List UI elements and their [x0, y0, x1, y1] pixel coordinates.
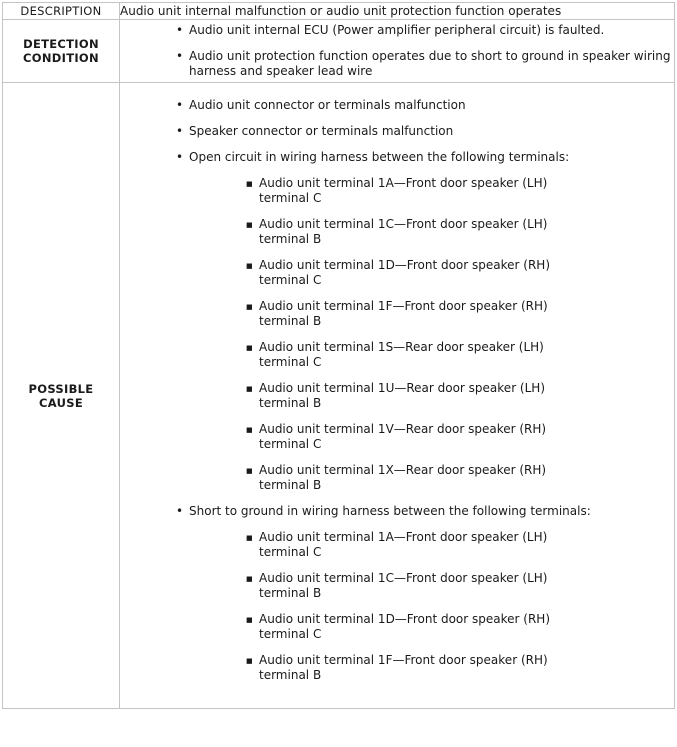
- detection-row: [3, 20, 675, 83]
- terminal-item: ■ Audio unit terminal 1X—Rear door speaker (RH) terminal B: [189, 463, 579, 493]
- cause-list: [120, 98, 674, 683]
- terminal-item: ■ Audio unit terminal 1D—Front door speaker (RH) terminal C: [189, 612, 579, 642]
- open-circuit-heading: Open circuit in wiring harness between the following terminals:: [189, 149, 570, 164]
- detection-label: [3, 20, 120, 83]
- diagnostic-table: [2, 2, 675, 709]
- terminal-item: ■ Audio unit terminal 1S—Rear door speaker (LH) terminal C: [189, 340, 579, 370]
- detection-content: [120, 20, 675, 83]
- terminal-item: ■ Audio unit terminal 1V—Rear door speaker (RH) terminal C: [189, 422, 579, 452]
- cause-content: [120, 83, 675, 709]
- cause-label: [3, 83, 120, 709]
- terminal-item: ■ Audio unit terminal 1F—Front door speaker (RH) terminal B: [189, 653, 579, 683]
- detection-list: [120, 23, 674, 79]
- detection-label-line1: DETECTION: [23, 37, 99, 51]
- open-circuit-terminal-list: [189, 176, 674, 493]
- terminal-item: ■ Audio unit terminal 1C—Front door speaker (LH) terminal B: [189, 217, 579, 247]
- short-to-ground-heading: Short to ground in wiring harness between the following terminals:: [189, 503, 591, 518]
- list-item: • Speaker connector or terminals malfunction: [120, 124, 674, 139]
- terminal-item: ■ Audio unit terminal 1A—Front door speaker (LH) terminal C: [189, 176, 579, 206]
- terminal-item: ■ Audio unit terminal 1D—Front door speaker (RH) terminal C: [189, 258, 579, 288]
- list-item: • Audio unit connector or terminals malfunction: [120, 98, 674, 113]
- list-item: • Audio unit internal ECU (Power amplifier peripheral circuit) is faulted.: [120, 23, 674, 38]
- list-item: • Audio unit protection function operates due to short to ground in speaker wiring harness and speaker lead wire: [120, 49, 674, 79]
- description-row: [3, 3, 675, 20]
- short-to-ground-item: [120, 504, 674, 683]
- terminal-item: ■ Audio unit terminal 1F—Front door speaker (RH) terminal B: [189, 299, 579, 329]
- terminal-item: ■ Audio unit terminal 1C—Front door speaker (LH) terminal B: [189, 571, 579, 601]
- detection-label-line2: CONDITION: [23, 51, 99, 65]
- description-label: DESCRIPTION: [3, 3, 120, 20]
- terminal-item: ■ Audio unit terminal 1U—Rear door speaker (LH) terminal B: [189, 381, 579, 411]
- cause-label-line2: CAUSE: [39, 395, 83, 410]
- short-to-ground-terminal-list: [189, 530, 674, 683]
- cause-label-line1: POSSIBLE: [28, 381, 94, 396]
- description-text: Audio unit internal malfunction or audio unit protection function operates: [120, 3, 675, 20]
- open-circuit-item: [120, 150, 674, 493]
- cause-row: [3, 83, 675, 709]
- terminal-item: ■ Audio unit terminal 1A—Front door speaker (LH) terminal C: [189, 530, 579, 560]
